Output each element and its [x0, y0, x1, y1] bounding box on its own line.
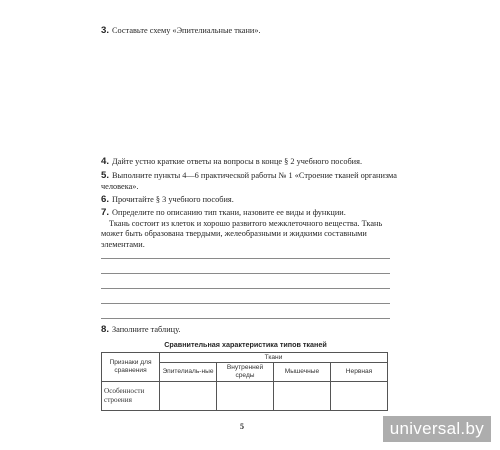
answer-line[interactable] — [101, 288, 390, 289]
task-number: 4. — [101, 156, 110, 167]
task-text: Дайте устно краткие ответы на вопросы в конце § 2 учебного пособия. — [112, 157, 363, 166]
column-header: Внутренней среды — [217, 363, 274, 382]
task-text: Составьте схему «Эпителиальные ткани». — [112, 26, 261, 35]
task-5 — [101, 171, 401, 192]
task-number: 8. — [101, 324, 110, 335]
task-6 — [101, 195, 401, 206]
task-description: Ткань состоит из клеток и хорошо развитого межклеточного вещества. Ткань может быть образована твердыми, желеобразными и жидкими составными элементами. — [101, 218, 383, 249]
comparison-table — [101, 352, 388, 411]
task-7 — [101, 208, 401, 250]
answer-line[interactable] — [101, 273, 390, 274]
answer-line[interactable] — [101, 258, 390, 259]
task-number: 5. — [101, 170, 110, 181]
column-header: Эпителиаль-ные — [160, 363, 217, 382]
column-header: Мышечные — [274, 363, 331, 382]
group-header-tissues: Ткани — [160, 353, 388, 363]
task-3 — [101, 26, 401, 37]
task-text: Выполните пункты 4—6 практической работы № 1 «Строение тканей организма человека». — [101, 171, 397, 191]
answer-line[interactable] — [101, 318, 390, 319]
row-label: Особенности строения — [102, 382, 160, 411]
table-cell[interactable] — [160, 382, 217, 411]
task-8 — [101, 325, 401, 336]
watermark: universal.by — [383, 416, 491, 442]
task-text: Определите по описанию тип ткани, назовите ее виды и функции. — [112, 208, 346, 217]
table-row — [102, 382, 388, 411]
column-header: Нервная — [331, 363, 388, 382]
corner-header: Признаки для сравнения — [102, 353, 160, 382]
answer-line[interactable] — [101, 303, 390, 304]
page-number: 5 — [240, 422, 244, 431]
task-number: 6. — [101, 194, 110, 205]
task-number: 7. — [101, 207, 110, 218]
table-title: Сравнительная характеристика типов тканей — [164, 340, 327, 349]
task-text: Прочитайте § 3 учебного пособия. — [112, 195, 234, 204]
table-cell[interactable] — [217, 382, 274, 411]
table-cell[interactable] — [274, 382, 331, 411]
task-number: 3. — [101, 25, 110, 36]
table-cell[interactable] — [331, 382, 388, 411]
task-4 — [101, 157, 401, 168]
task-text: Заполните таблицу. — [112, 325, 181, 334]
